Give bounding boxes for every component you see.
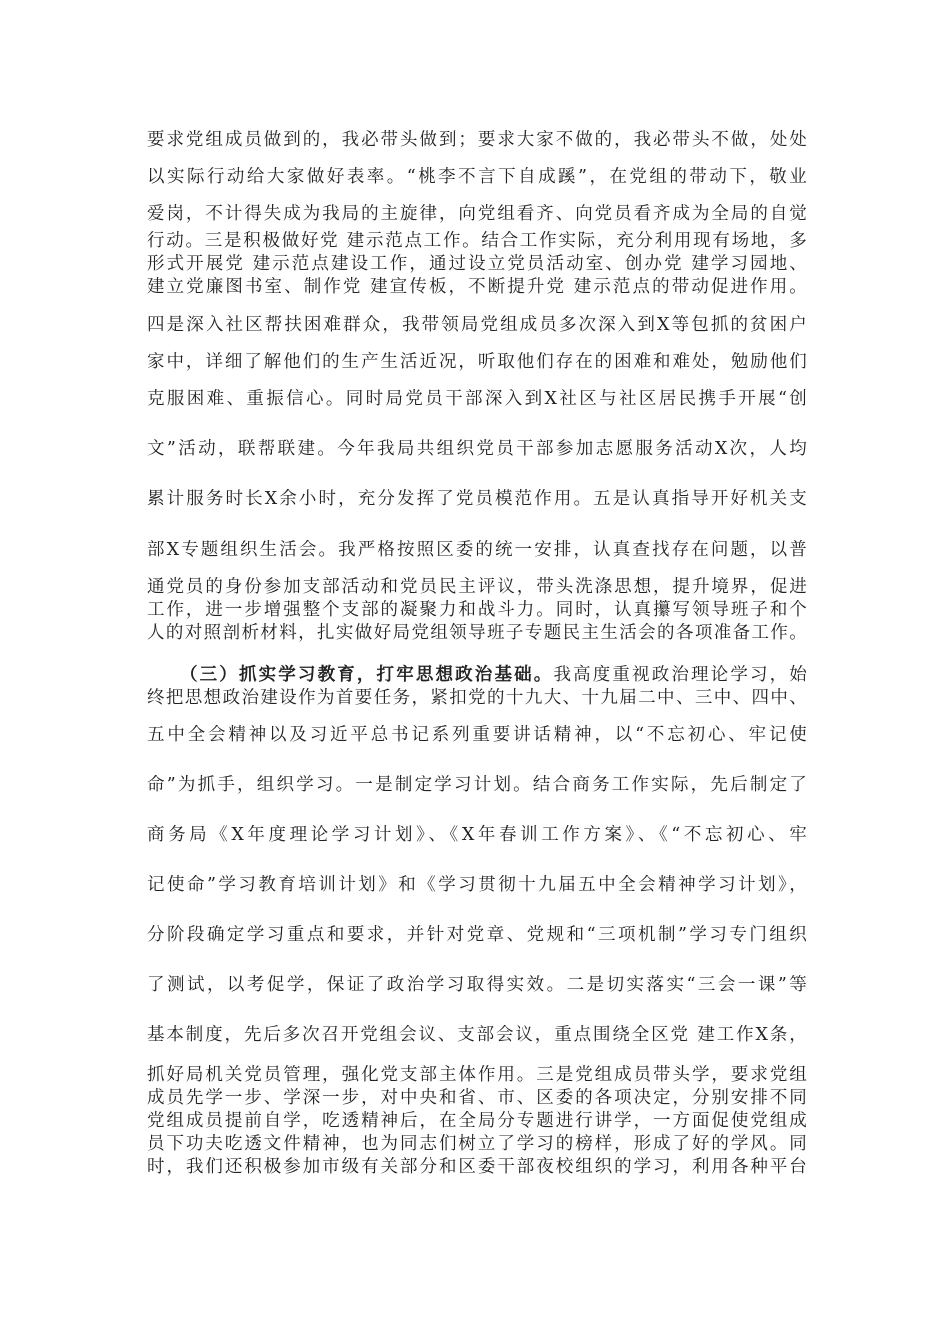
text-line: 建立党廉图书室、制作党 建宣传板，不断提升党 建示范点的带动促进作用。 [147, 277, 807, 297]
text-line: 行动。三是积极做好党 建示范点工作。结合工作实际，充分利用现有场地，多 [147, 231, 807, 251]
text-line: 克服困难、重振信心。同时局党员干部深入到X社区与社区居民携手开展“创 [147, 389, 807, 409]
text-line: 通党员的身份参加支部活动和党员民主评议，带头洗涤思想，提升境界，促进 [147, 577, 807, 597]
text-line: 累计服务时长X余小时，充分发挥了党员模范作用。五是认真指导开好机关支 [147, 489, 807, 509]
text-line: 分阶段确定学习重点和要求，并针对党章、党规和“三项机制”学习专门组织 [147, 925, 807, 945]
text-line: 人的对照剖析材料，扎实做好局党组领导班子专题民主生活会的各项准备工作。 [147, 623, 807, 643]
text-line: 以实际行动给大家做好表率。“桃李不言下自成蹊”，在党组的带动下，敬业 [147, 167, 807, 187]
text-line: 爱岗，不计得失成为我局的主旋律，向党组看齐、向党员看齐成为全局的自觉 [147, 204, 807, 224]
text-line: 文”活动，联帮联建。今年我局共组织党员干部参加志愿服务活动X次，人均 [147, 439, 807, 459]
text-line: 要求党组成员做到的，我必带头做到；要求大家不做的，我必带头不做，处处 [147, 130, 807, 150]
text-line: 终把思想政治建设作为首要任务，紧扣党的十九大、十九届二中、三中、四中、 [147, 688, 807, 708]
text-line: 基本制度，先后多次召开党组会议、支部会议，重点围绕全区党 建工作X条， [147, 1025, 807, 1045]
text-line: 命”为抓手，组织学习。一是制定学习计划。结合商务工作实际，先后制定了 [147, 775, 807, 795]
text-segment: 我高度重视政治理论学习，始 [553, 665, 807, 685]
text-line: 了测试，以考促学，保证了政治学习取得实效。二是切实落实“三会一课”等 [147, 975, 807, 995]
text-line: 成员先学一步、学深一步，对中央和省、市、区委的各项决定，分别安排不同 [147, 1088, 807, 1108]
text-line: 时，我们还积极参加市级有关部分和区委干部夜校组织的学习，利用各种平台 [147, 1157, 807, 1177]
text-line: 家中，详细了解他们的生产生活近况，听取他们存在的困难和难处，勉励他们 [147, 352, 807, 372]
text-line: 党组成员提前自学，吃透精神后，在全局分专题进行讲学，一方面促使党组成 [147, 1111, 807, 1131]
text-line: 四是深入社区帮扶困难群众，我带领局党组成员多次深入到X等包抓的贫困户 [147, 315, 807, 335]
text-line: 抓好局机关党员管理，强化党支部主体作用。三是党组成员带头学，要求党组 [147, 1065, 807, 1085]
section-heading: （三）抓实学习教育，打牢思想政治基础。 [180, 665, 554, 685]
text-line: 部X专题组织生活会。我严格按照区委的统一安排，认真查找存在问题，以普 [147, 540, 807, 560]
section-heading-line [180, 663, 807, 687]
text-line: 商务局《X年度理论学习计划》、《X年春训工作方案》、《“不忘初心、牢 [147, 825, 807, 845]
text-line: 记使命”学习教育培训计划》和《学习贯彻十九届五中全会精神学习计划》， [147, 875, 807, 895]
text-line: 五中全会精神以及习近平总书记系列重要讲话精神，以“不忘初心、牢记使 [147, 725, 807, 745]
text-line: 员下功夫吃透文件精神，也为同志们树立了学习的榜样，形成了好的学风。同 [147, 1134, 807, 1154]
text-line: 形式开展党 建示范点建设工作，通过设立党员活动室、创办党 建学习园地、 [147, 254, 807, 274]
text-line: 工作，进一步增强整个支部的凝聚力和战斗力。同时，认真攥写领导班子和个 [147, 600, 807, 620]
